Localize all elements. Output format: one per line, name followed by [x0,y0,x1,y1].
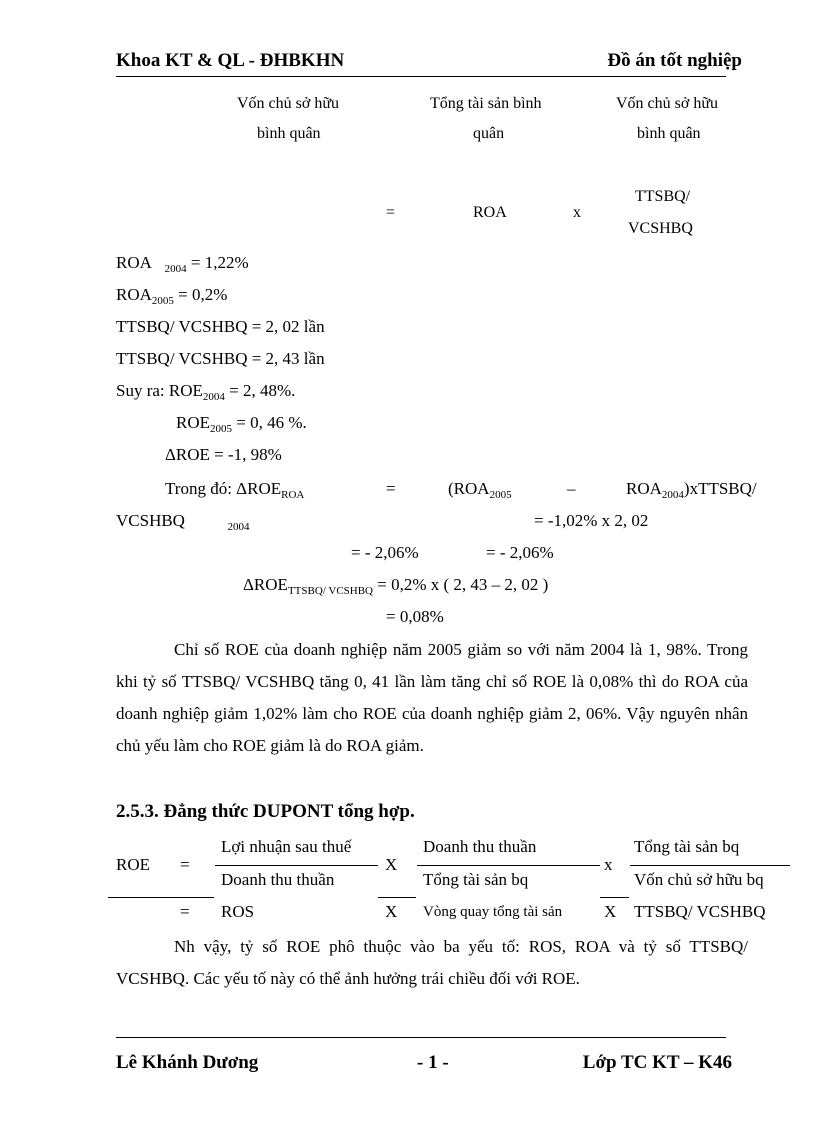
analysis-eq: = [386,479,396,498]
dupont-row2-rule-2 [378,897,416,898]
formula1-eq: = [386,204,396,221]
dupont-x1: X [385,855,398,874]
formula1-vcshbq: VCSHBQ [628,220,693,237]
table-col1-line1: Vốn chủ sở hữu [237,95,340,112]
formula1-ttsbq: TTSBQ/ [635,188,691,205]
roa-2004-line: ROA $_{2004}$ = 1,22% [116,253,249,275]
dupont-num3: Tổng tài sản bq [634,837,740,856]
footer-rule [116,1037,726,1038]
dupont-den2: Tổng tài sản bq [423,870,529,889]
analysis-result2b: = - 2,06% [486,543,554,562]
footer-class: Lớp TC KT – K46 [582,1052,732,1073]
header-left: Khoa KT & QL - ĐHBKHN [116,50,345,71]
dupont-fraction-bar-2 [417,865,600,866]
analysis-result3: = 0,08% [386,607,444,626]
table-col2-line2: quân [473,125,505,142]
paragraph-2: Nh vậy, tỷ số ROE phô thuộc vào ba yếu tố: ROS, ROA và tỷ số TTSBQ/ VCSHBQ. Các yếu tố này có thể ảnh hưởng trái chiều đối với ROE. [116,937,748,988]
dupont-num1: Lợi nhuận sau thuế [221,837,352,856]
table-col3-line1: Vốn chủ sở hữu [616,95,719,112]
roa-2005-line: $ROA_{2005} = 0,2\%$ [116,285,228,307]
dupont-fraction-bar-1 [215,865,378,866]
dupont-x3: X [385,902,398,921]
dupont-den3: Vốn chủ sở hữu bq [634,870,764,889]
dupont-row2-rule-3 [600,897,629,898]
table-col1-line2: bình quân [257,125,321,142]
roe-2004-line: Suy ra: $ROE_{2004} = 2$, 48%. [116,381,296,403]
roe-2005-line: $ROE_{2005} = 0$, 46 %. [176,413,307,435]
dupont-num2: Doanh thu thuần [423,837,537,856]
dupont-eq2: = [180,902,190,921]
analysis-result1: = -1,02% x 2, 02 [534,511,649,530]
dupont-vong-quay: Vòng quay tổng tài sản [423,904,563,920]
dupont-den1: Doanh thu thuần [221,870,335,889]
dupont-ros: ROS [221,902,255,921]
trong-do-label: Trong đó: $\Delta ROE_{ROA}$ [165,479,305,501]
dupont-x2: x [604,855,613,874]
ttsbq-2004-line: TTSBQ/ VCSHBQ = 2, 02 lần [116,317,325,336]
analysis-roa2004: $ROA_{2004})xTTSBQ/$ [626,479,757,501]
header-right: Đồ án tốt nghiệp [607,50,742,71]
dupont-row2-rule-1 [108,897,214,898]
delta-roe-line: ΔROE = -1, 98% [165,445,282,464]
table-col2-line1: Tổng tài sản bình [430,95,542,112]
dupont-ttsbq: TTSBQ/ VCSHBQ [634,902,766,921]
analysis-minus: – [567,479,576,498]
table-col3-line2: bình quân [637,125,701,142]
header-rule [116,76,726,77]
ttsbq-2005-line: TTSBQ/ VCSHBQ = 2, 43 lần [116,349,325,368]
dupont-eq: = [180,855,190,874]
footer-author: Lê Khánh Dương [116,1052,259,1073]
formula1-x: x [573,204,581,221]
dupont-x4: X [604,902,617,921]
paragraph-1: Chỉ số ROE của doanh nghiệp năm 2005 giảm so với năm 2004 là 1, 98%. Trong khi tỷ số TTSBQ/ VCSHBQ tăng 0, 41 lần làm tăng chỉ số ROE là 0,08% thì do ROA của doanh nghiệp giảm 1,02% làm cho ROE của doanh nghiệp giảm 2, 06%. Vậy nguyên nhân chủ yếu làm cho ROE giảm là do ROA giảm. [116,640,748,755]
section-title: 2.5.3. Đẳng thức DUPONT tổng hợp. [116,801,415,822]
analysis-delta2: $\Delta ROE_{TTSBQ/ VCSHBQ} = 0,2\%$ x ( 2, 43 – 2, 02 ) [243,575,549,597]
analysis-roa2005: ($ROA_{2005}$ [448,479,512,501]
analysis-vcshbq: VCSHBQ $_{2004}$ [116,511,250,533]
dupont-fraction-bar-3 [630,865,790,866]
dupont-roe: ROE [116,855,150,874]
formula1-roa: ROA [473,204,507,221]
footer-page-number: - 1 - [417,1052,449,1073]
analysis-result2a: = - 2,06% [351,543,419,562]
